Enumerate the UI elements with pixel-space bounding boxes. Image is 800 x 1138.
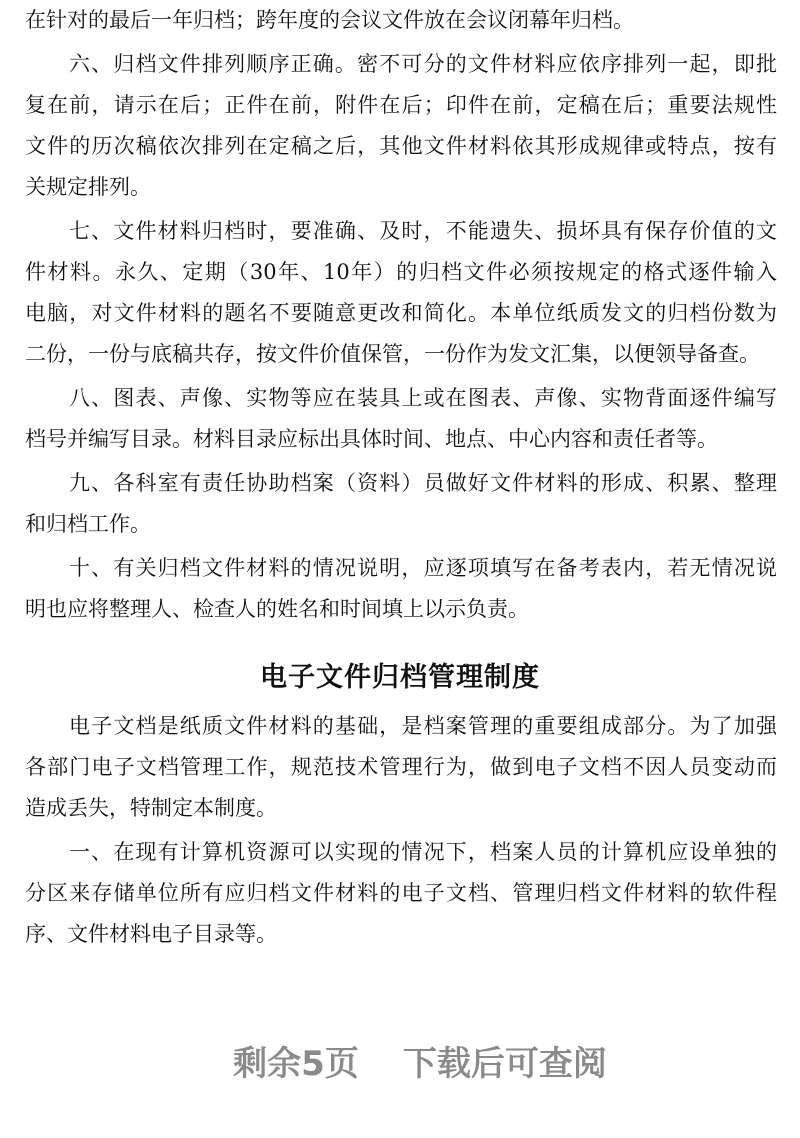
paragraph-line: 一、在现有计算机资源可以实现的情况下，档案人员的计算机应设单独的 [69,840,777,864]
paragraph-line: 件材料。永久、定期（30年、10年）的归档文件必须按规定的格式逐件输入 [25,260,777,284]
paragraph-line: 文件的历次稿依次排列在定稿之后，其他文件材料依其形成规律或特点，按有 [25,134,777,158]
paragraph-line: 电子文档是纸质文件材料的基础，是档案管理的重要组成部分。为了加强 [69,714,777,738]
section-title: 电子文件归档管理制度 [260,662,540,693]
paragraph [25,832,777,955]
remaining-pages-label: 剩余5页 [233,1044,359,1084]
paragraph-line: 复在前，请示在后；正件在前，附件在后；印件在前，定稿在后；重要法规性 [25,93,777,117]
paragraph-line: 六、归档文件排列顺序正确。密不可分的文件材料应依序排列一起，即批 [69,52,777,76]
paragraph [25,44,777,208]
paragraph-line: 二份，一份与底稿共存，按文件价值保管，一份作为发文汇集，以便领导备查。 [25,342,760,366]
paragraph-line: 分区来存储单位所有应归档文件材料的电子文档、管理归档文件材料的软件程 [25,881,777,905]
paragraph-line: 在针对的最后一年归档；跨年度的会议文件放在会议闭幕年归档。 [25,8,634,32]
paragraph-line: 明也应将整理人、检查人的姓名和时间填上以示负责。 [25,597,529,621]
paragraph-line: 八、图表、声像、实物等应在装具上或在图表、声像、实物背面逐件编写 [69,386,777,410]
paragraph [25,706,777,829]
paragraph [25,378,777,460]
paragraph [25,211,777,375]
paragraph [25,0,777,41]
paragraph-line: 各部门电子文档管理工作，规范技术管理行为，做到电子文档不因人员变动而 [25,755,777,779]
paragraph [25,463,777,545]
paragraph-line: 电脑，对文件材料的题名不要随意更改和简化。本单位纸质发文的归档份数为 [25,301,777,325]
paragraph-line: 九、各科室有责任协助档案（资料）员做好文件材料的形成、积累、整理 [69,471,777,495]
paragraph-line: 序、文件材料电子目录等。 [25,922,277,946]
paragraph [25,548,777,630]
download-to-view-label: 下载后可查阅 [402,1044,607,1084]
paragraph-line: 十、有关归档文件材料的情况说明，应逐项填写在备考表内，若无情况说 [69,556,777,580]
paragraph-line: 和归档工作。 [25,512,151,536]
document-body-section-1 [25,0,777,633]
paragraph-line: 档号并编写目录。材料目录应标出具体时间、地点、中心内容和责任者等。 [25,427,718,451]
download-prompt[interactable] [0,1036,800,1085]
document-body-section-2 [25,706,777,958]
paragraph-line: 七、文件材料归档时，要准确、及时，不能遗失、损坏具有保存价值的文 [69,219,777,243]
paragraph-line: 关规定排列。 [25,175,151,199]
paragraph-line: 造成丢失，特制定本制度。 [25,796,277,820]
